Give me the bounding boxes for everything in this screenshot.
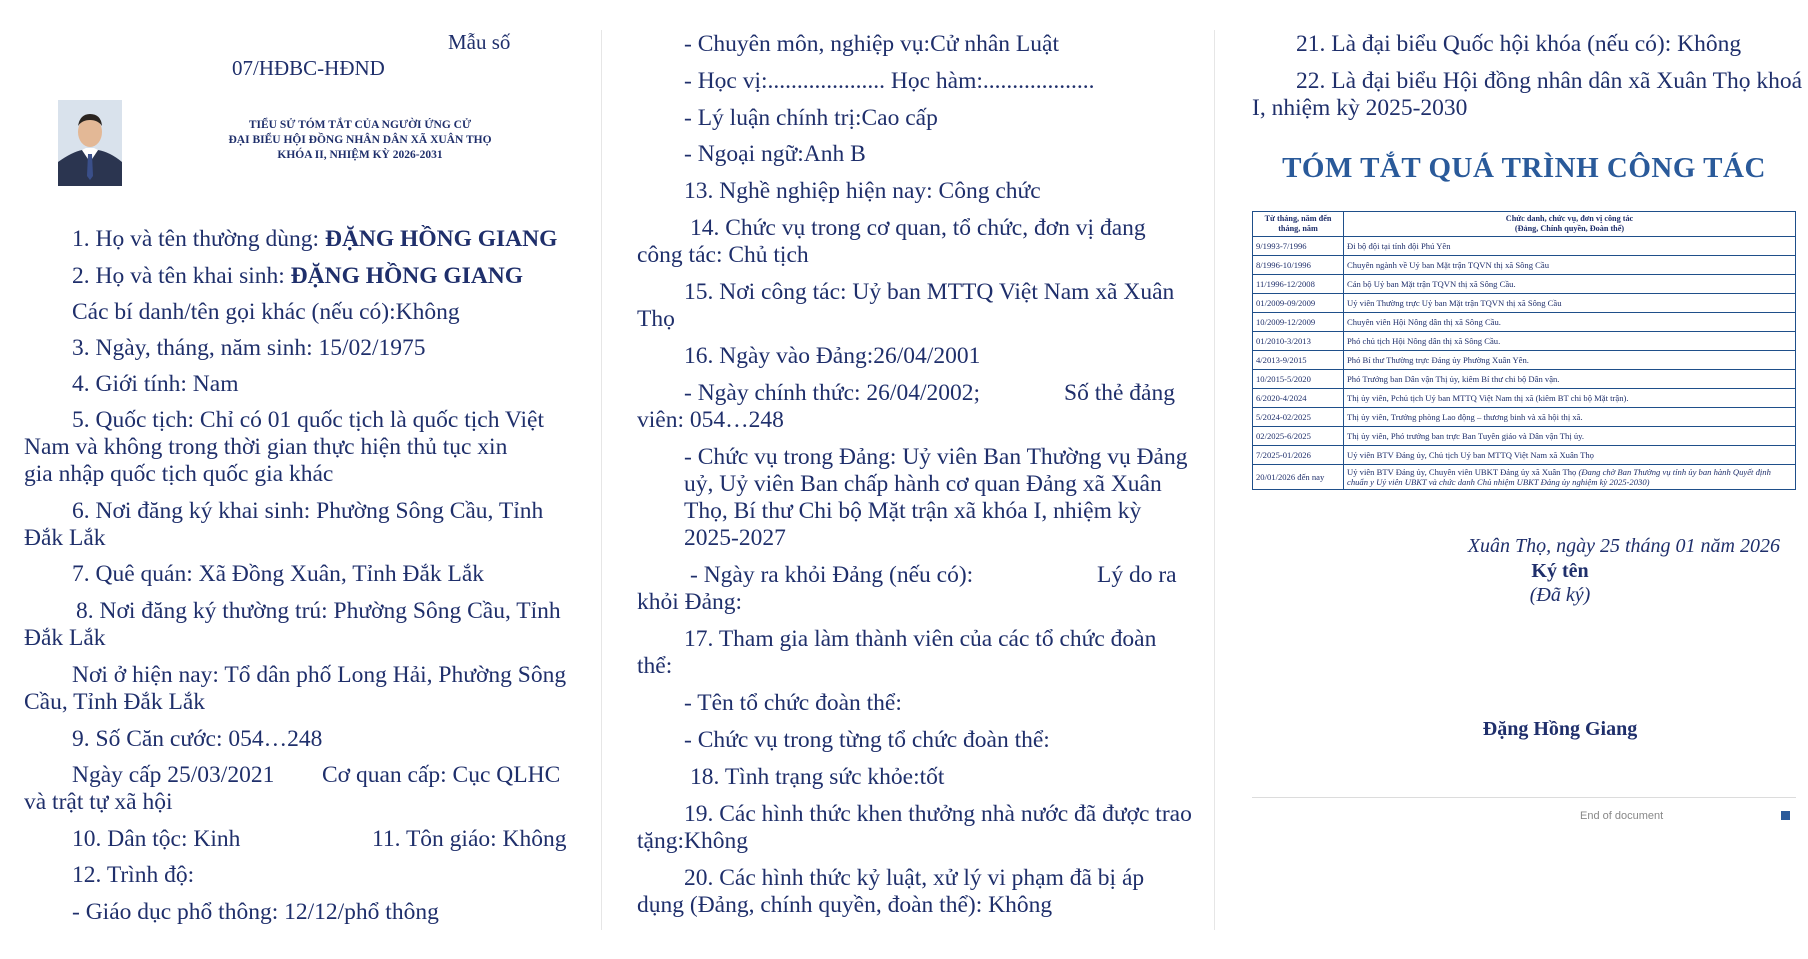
table-cell-position-text: Thị ủy viên, Pchủ tịch Uỷ ban MTTQ Việt Nam thị xã (kiêm BT chi bộ Mặt trận). <box>1347 393 1629 403</box>
table-cell-position <box>1344 332 1796 351</box>
table-cell-position <box>1344 408 1796 427</box>
field-specialty: - Chuyên môn, nghiệp vụ:Cử nhân Luật <box>684 31 1059 57</box>
field-language: - Ngoại ngữ:Anh B <box>684 141 866 167</box>
field-birth-name <box>72 262 523 290</box>
field-discipline-1: 20. Các hình thức kỷ luật, xử lý vi phạm đã bị áp <box>684 865 1145 891</box>
table-cell-position-text: Thị ủy viên, Trưởng phòng Lao động – thương binh và xã hội thị xã. <box>1347 412 1583 422</box>
table-row <box>1253 389 1796 408</box>
signer-name: Đặng Hồng Giang <box>1482 718 1638 740</box>
field-common-name <box>72 225 557 253</box>
field-na-delegate: 21. Là đại biểu Quốc hội khóa (nếu có): Không <box>1296 31 1742 57</box>
end-of-document-label: End of document <box>1580 810 1664 822</box>
field-issue-agency: Cơ quan cấp: Cục QLHC <box>322 762 561 788</box>
document-title <box>200 118 520 163</box>
field-org-2: thể: <box>637 653 673 679</box>
field-awards-2: tặng:Không <box>637 828 748 854</box>
table-cell-position-text: Chuyên viên Hội Nông dân thị xã Sông Cầu. <box>1347 317 1501 327</box>
field-party-position-4: 2025-2027 <box>684 525 786 551</box>
table-cell-position-text: Uỷ viên BTV Đảng ủy, Chủ tịch Uỷ ban MTTQ Việt Nam xã Xuân Thọ <box>1347 450 1594 460</box>
field-party-leave: - Ngày ra khỏi Đảng (nếu có): <box>690 562 974 588</box>
table-cell-note: (Đang chờ Ban Thường vụ tỉnh ủy ban hành Quyết định chuẩn y Uỷ viên UBKT và chức danh Chủ nhiệm UBKT Đảng ủy nghiệm kỳ 2025-2030) <box>1347 467 1771 487</box>
field-issue-agency-2: và trật tự xã hội <box>24 789 173 815</box>
work-history-title: TÓM TẮT QUÁ TRÌNH CÔNG TÁC <box>1282 152 1766 184</box>
table-header-position-line-1: Chức danh, chức vụ, đơn vị công tác <box>1505 214 1634 223</box>
field-party-official: - Ngày chính thức: 26/04/2002; <box>684 380 980 406</box>
table-cell-period: 02/2025-6/2025 <box>1253 427 1344 446</box>
table-cell-position <box>1344 370 1796 389</box>
field-birth-reg-2: Đắk Lắk <box>24 525 106 551</box>
field-discipline-2: dụng (Đảng, chính quyền, đoàn thể): Không <box>637 892 1053 918</box>
table-cell-position-text: Cán bộ Uỷ ban Mặt trận TQVN thị xã Sông Cầu. <box>1347 279 1516 289</box>
field-education: 12. Trình độ: <box>72 862 195 888</box>
table-cell-period: 01/2009-09/2009 <box>1253 294 1344 313</box>
field-common-name-value: ĐẶNG HỒNG GIANG <box>324 226 558 252</box>
table-row <box>1253 408 1796 427</box>
document-title-line-2: ĐẠI BIỂU HỘI ĐỒNG NHÂN DÂN XÃ XUÂN THỌ <box>228 134 492 146</box>
field-position-2: công tác: Chủ tịch <box>637 242 809 268</box>
table-cell-position-text: Uỷ viên Thường trực Uỷ ban Mặt trận TQVN thị xã Sông Cầu <box>1347 298 1562 308</box>
table-cell-position-text: Phó Bí thư Thường trực Đảng ủy Phường Xuân Yên. <box>1347 355 1529 365</box>
field-birth-name-label: 2. Họ và tên khai sinh: <box>72 263 291 289</box>
table-cell-position-text: Chuyên ngành về Uỷ ban Mặt trận TQVN thị xã Sông Cầu <box>1347 260 1550 270</box>
field-party-join: 16. Ngày vào Đảng:26/04/2001 <box>684 343 981 369</box>
field-religion: 11. Tôn giáo: Không <box>372 826 567 852</box>
table-row <box>1253 370 1796 389</box>
table-cell-position-text: Phó Trưởng ban Dân vận Thị ủy, kiêm Bí thư chi bộ Dân vận. <box>1347 374 1560 384</box>
table-cell-position-text: Thị ủy viên, Phó trưởng ban trực Ban Tuyên giáo và Dân vận Thị ủy. <box>1347 431 1585 441</box>
field-party-leave-2: khỏi Đảng: <box>637 589 743 615</box>
field-gender: 4. Giới tính: Nam <box>72 371 239 397</box>
document-title-line-1: TIỂU SỬ TÓM TẮT CỦA NGƯỜI ỨNG CỬ <box>248 119 472 131</box>
field-org-1: 17. Tham gia làm thành viên của các tổ chức đoàn <box>684 626 1157 652</box>
table-cell-period: 01/2010-3/2013 <box>1253 332 1344 351</box>
table-cell-position <box>1344 256 1796 275</box>
candidate-photo <box>58 100 122 186</box>
field-nationality-3: gia nhập quốc tịch quốc gia khác <box>24 461 334 487</box>
table-cell-position <box>1344 294 1796 313</box>
field-politics: - Lý luận chính trị:Cao cấp <box>684 105 938 131</box>
table-cell-period: 20/01/2026 đến nay <box>1253 465 1344 490</box>
table-row <box>1253 275 1796 294</box>
field-general-edu: - Giáo dục phổ thông: 12/12/phổ thông <box>72 899 439 925</box>
table-row <box>1253 351 1796 370</box>
table-row <box>1253 465 1796 490</box>
field-party-card-label: Số thẻ đảng <box>1064 380 1175 406</box>
field-party-leave-reason: Lý do ra <box>1097 562 1177 588</box>
table-row <box>1253 294 1796 313</box>
table-row <box>1253 256 1796 275</box>
table-cell-period: 4/2013-9/2015 <box>1253 351 1344 370</box>
field-alias: Các bí danh/tên gọi khác (nếu có):Không <box>72 299 460 325</box>
table-cell-position <box>1344 427 1796 446</box>
field-party-position-3: Thọ, Bí thư Chi bộ Mặt trận xã khóa I, nhiệm kỳ <box>684 498 1142 524</box>
field-org-position: - Chức vụ trong từng tổ chức đoàn thể: <box>684 727 1050 753</box>
field-residence-2: Đắk Lắk <box>24 625 106 651</box>
table-row <box>1253 446 1796 465</box>
signature-label: Ký tên <box>1531 560 1589 582</box>
table-cell-position <box>1344 313 1796 332</box>
signature-date: Xuân Thọ, ngày 25 tháng 01 năm 2026 <box>1467 535 1780 557</box>
table-cell-period: 6/2020-4/2024 <box>1253 389 1344 408</box>
table-header-row <box>1253 212 1796 237</box>
end-divider <box>1252 797 1796 798</box>
field-ethnic: 10. Dân tộc: Kinh <box>72 826 241 852</box>
table-cell-position <box>1344 237 1796 256</box>
table-cell-position-text: Phó chủ tịch Hội Nông dân thị xã Sông Cầu. <box>1347 336 1501 346</box>
field-id-card: 9. Số Căn cước: 054…248 <box>72 726 323 752</box>
table-cell-period: 11/1996-12/2008 <box>1253 275 1344 294</box>
field-workplace-1: 15. Nơi công tác: Uỷ ban MTTQ Việt Nam xã Xuân <box>684 279 1175 305</box>
field-birth-name-value: ĐẶNG HỒNG GIANG <box>290 263 524 289</box>
table-cell-position <box>1344 275 1796 294</box>
field-awards-1: 19. Các hình thức khen thưởng nhà nước đã được trao <box>684 801 1192 827</box>
form-label: Mẫu số <box>448 30 511 54</box>
table-cell-position-text: Đi bộ đội tại tỉnh đội Phú Yên <box>1347 241 1451 251</box>
field-current-1: Nơi ở hiện nay: Tổ dân phố Long Hải, Phường Sông <box>72 662 567 688</box>
column-divider-2 <box>1214 30 1215 930</box>
table-cell-position-text: Uỷ viên BTV Đảng ủy, Chuyên viên UBKT Đảng ủy xã Xuân Thọ <box>1347 467 1577 477</box>
table-cell-period: 9/1993-7/1996 <box>1253 237 1344 256</box>
table-header-position-line-2: (Đảng, Chính quyền, Đoàn thể) <box>1514 224 1625 233</box>
field-party-position-1: - Chức vụ trong Đảng: Uỷ viên Ban Thường vụ Đảng <box>684 444 1188 470</box>
field-health: 18. Tình trạng sức khỏe:tốt <box>690 764 945 790</box>
field-nationality-2: Nam và không trong thời gian thực hiện thủ tục xin <box>24 434 508 460</box>
field-issue-date: Ngày cấp 25/03/2021 <box>72 762 275 788</box>
table-cell-period: 10/2009-12/2009 <box>1253 313 1344 332</box>
field-party-card: viên: 054…248 <box>637 407 784 433</box>
field-org-name: - Tên tổ chức đoàn thể: <box>684 690 902 716</box>
field-degree: - Học vị:.................... Học hàm:................... <box>684 68 1095 94</box>
column-divider-1 <box>601 30 602 930</box>
table-header-period: Từ tháng, năm đến tháng, năm <box>1253 212 1344 237</box>
work-history-table <box>1252 211 1796 490</box>
document-title-line-3: KHÓA II, NHIỆM KỲ 2026-2031 <box>277 149 443 161</box>
field-common-name-label: 1. Họ và tên thường dùng: <box>72 226 325 252</box>
field-residence-1: 8. Nơi đăng ký thường trú: Phường Sông Cầu, Tỉnh <box>76 598 561 624</box>
table-row <box>1253 427 1796 446</box>
table-cell-position <box>1344 389 1796 408</box>
field-party-position-2: uỷ, Uỷ viên Ban chấp hành cơ quan Đảng xã Xuân <box>684 471 1162 497</box>
table-cell-position <box>1344 351 1796 370</box>
field-hometown: 7. Quê quán: Xã Đồng Xuân, Tỉnh Đắk Lắk <box>72 561 485 587</box>
field-nationality-1: 5. Quốc tịch: Chỉ có 01 quốc tịch là quốc tịch Việt <box>72 407 544 433</box>
table-cell-period: 7/2025-01/2026 <box>1253 446 1344 465</box>
field-birth-reg-1: 6. Nơi đăng ký khai sinh: Phường Sông Cầu, Tỉnh <box>72 498 544 524</box>
form-code: 07/HĐBC-HĐND <box>232 56 385 80</box>
end-marker-icon <box>1781 811 1790 820</box>
table-cell-period: 10/2015-5/2020 <box>1253 370 1344 389</box>
table-row <box>1253 237 1796 256</box>
table-row <box>1253 313 1796 332</box>
table-cell-period: 8/1996-10/1996 <box>1253 256 1344 275</box>
table-cell-position <box>1344 465 1796 490</box>
field-workplace-2: Thọ <box>637 306 675 332</box>
signature-signed: (Đã ký) <box>1529 584 1591 606</box>
table-header-position <box>1344 212 1796 237</box>
table-cell-period: 5/2024-02/2025 <box>1253 408 1344 427</box>
table-cell-position <box>1344 446 1796 465</box>
field-position-1: 14. Chức vụ trong cơ quan, tổ chức, đơn vị đang <box>690 215 1146 241</box>
field-current-2: Cầu, Tỉnh Đắk Lắk <box>24 689 206 715</box>
table-row <box>1253 332 1796 351</box>
field-dob: 3. Ngày, tháng, năm sinh: 15/02/1975 <box>72 335 426 361</box>
field-occupation: 13. Nghề nghiệp hiện nay: Công chức <box>684 178 1041 204</box>
field-council-2: I, nhiệm kỳ 2025-2030 <box>1252 95 1468 121</box>
field-council-1: 22. Là đại biểu Hội đồng nhân dân xã Xuân Thọ khoá <box>1296 68 1803 94</box>
